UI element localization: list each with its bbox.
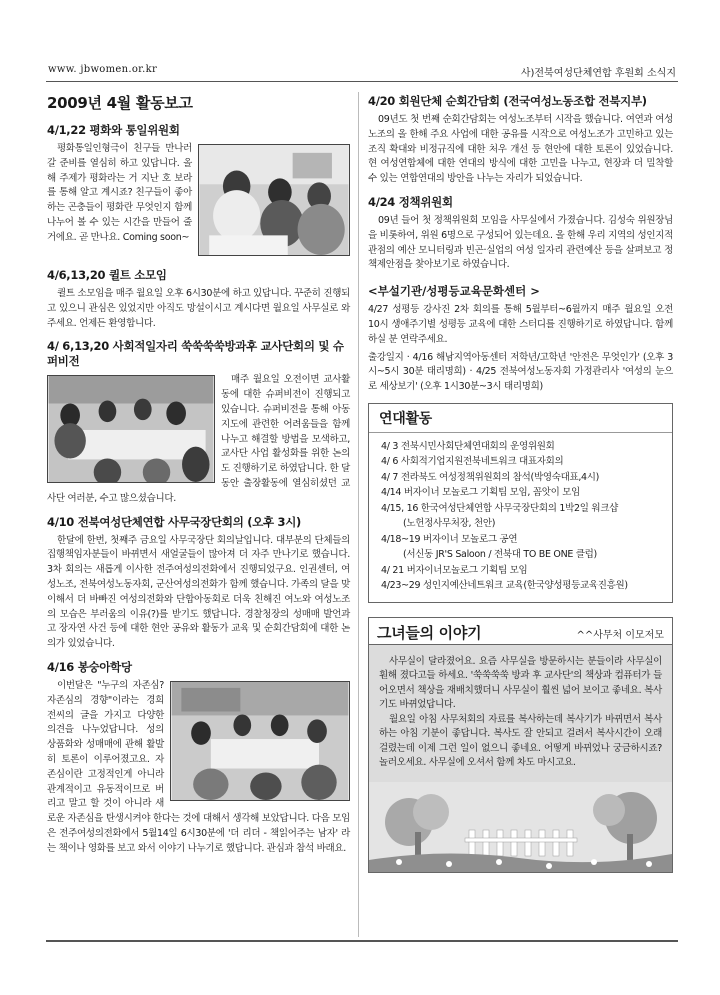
peace-body: 평화통일인형극이 친구들 만나러 갈 준비를 열심히 하고 있답니다. 올해 주제가 평화라는 거 지난 호 보라를 통해 알고 계시죠? 친구들이 좋아하는 곤충들이 평화란 무엇인지 함께 나누어 볼 수 있는 시간을 만들어 줄 거에요. 곧 만나요. Coming soon~ — [47, 143, 192, 243]
solidarity-item: 4/15, 16 한국여성단체연합 사무국장단회의 1박2일 워크샵 — [381, 502, 618, 514]
solidarity-box — [368, 403, 673, 603]
solidarity-item-note: (노헌정사무처장, 천안) — [403, 518, 496, 530]
quilt-body: 퀼트 소모임을 매주 월요일 오후 6시30분에 하고 있답니다. 꾸준히 진행되고 있으니 관심은 있었지만 아직도 망설이시고 계시다면 월요일 사무실로 와주세요. 언제든 환영합니다. — [47, 288, 350, 329]
solidarity-item: 4/ 3 전북시민사회단체연대회의 운영위원회 — [381, 440, 555, 452]
solidarity-item-note: (서신동 JR'S Saloon / 전북대 TO BE ONE 클럽) — [403, 549, 597, 561]
visit-meeting-title: 4/20 회원단체 순회간담회 (전국여성노동조합 전북지부) — [368, 94, 647, 108]
solidarity-item: 4/23~29 성인지예산네트워크 교육(한국양성평등교육진흥원) — [381, 580, 628, 592]
column-divider — [358, 92, 359, 937]
solidarity-list — [369, 433, 672, 602]
lecture-log: 출강일지 · 4/16 해남지역아동센터 저학년/고학년 '안전은 무엇인가' (오후 3시~5시 30분 태리명희) · 4/25 전북여성노동자회 가정관리사 '여성의 눈으로 세상보기' (오후 1시30분~3시 태리명희) — [368, 351, 673, 393]
story-author: ^^사무처 이모저모 — [576, 629, 664, 641]
solidarity-item: 4/ 6 사회적기업지원전북네트워크 대표자회의 — [381, 456, 564, 468]
solidarity-item: 4/14 버자이너 모놀로그 기획팀 모임, 꼼앗이 모임 — [381, 487, 580, 499]
bongsung-title: 4/16 봉숭아학당 — [47, 659, 132, 674]
center-body: 4/27 성평등 강사진 2차 회의를 통해 5월부터~6월까지 매주 월요일 오전 10시 생애주기별 성평등 교육에 대한 스터디를 진행하기로 하였답니다. 함께 하실 분 연락주세요. — [368, 304, 673, 345]
solidarity-item: 4/ 7 전라북도 여성정책위원회의 참석(박영숙대표,4시) — [381, 471, 600, 483]
story-body-1: 사무실이 달라졌어요. 요즘 사무실을 방문하시는 분들이라 사무실이 훤해 졌다고들 하세요. '쑥쑥쑥쑥 방과 후 교사단'의 책상과 컴퓨터가 들어오면서 책상을 재배치했더니 사무실이 훨씬 넓어 보이고 좋네요. 복사기도 바뀌었답니다. — [379, 655, 662, 711]
meeting-photo-3 — [170, 681, 350, 801]
meeting-photo-2 — [47, 375, 215, 483]
page-header — [46, 60, 678, 82]
meeting-photo-1 — [198, 144, 350, 256]
policy-title: 4/24 정책위원회 — [368, 194, 453, 209]
solidarity-item: 4/18~19 버자이너 모놀로그 공연 — [381, 533, 518, 545]
header-org: 사)전북여성단체연합 후원회 소식지 — [520, 68, 676, 79]
supervision-body: 매주 월요일 오전이면 교사활동에 대한 슈퍼비전이 진행되고 있습니다. 슈퍼비전을 통해 아동지도에 관련한 어려움들을 함께 나누고 해결할 방법을 모색하고, 교사단 사업 활성화를 위한 논의도 진행하기로 하였답니다. 한 달 동안 출장활동에 열심히셨던 교사단 여러분, 수고 많으셨습니다. — [47, 374, 351, 504]
center-title: <부설기관/성평등교육문화센터 > — [368, 284, 540, 299]
quilt-title: 4/6,13,20 퀼트 소모임 — [47, 268, 167, 282]
footer-rule — [46, 940, 678, 942]
story-box — [368, 645, 673, 873]
visit-meeting-body: 09년도 첫 번째 순회간담회는 여성노조부터 시작을 했습니다. 여연과 여성노조의 올 한해 주요 사업에 대한 공유를 시작으로 여성노조가 고민하고 있는 조직 확대와 비정규직에 대한 처우 개선 등 현안에 대한 토론이 있었습니다. 현 여성연합체에 대한 연대의 방식에 대한 고민을 나누고, 현장과 더 밀착할 수 있는 연합연대의 방안을 나누는 자리가 되었습니다. — [368, 114, 673, 185]
story-title: 그녀들의 이야기 — [377, 623, 482, 642]
solidarity-item: 4/ 21 버자이너모놀로그 기획팀 모임 — [381, 564, 528, 576]
policy-body: 09년 들어 첫 정책위원회 모임을 사무실에서 가졌습니다. 김성숙 위원장님을 비롯하여, 위원 6명으로 구성되어 있는데요. 올 한해 우리 지역의 성인지적 관점의 예산 모니터링과 빈곤·실업의 여성 일자리 관련예산 등을 살펴보고 정책제안점을 찾아보기로 하였습니다. — [368, 214, 673, 271]
left-column — [47, 92, 350, 857]
solidarity-title: 연대활동 — [369, 404, 672, 433]
story-body-2: 월요일 아침 사무처회의 자료를 복사하는데 복사기가 바뀌면서 복사하는 아침 기분이 좋답니다. 복사도 잘 안되고 걸려서 복사시간이 오래 걸렸는데 이제 그런 일이 없으니 좋네요. 어떻게 바뀌었나 궁금하시죠? 놀러오세요. 사무실에 오셔서 함께 차도 마시고요. — [379, 713, 662, 769]
right-column — [368, 92, 673, 873]
supervision-title: 4/ 6,13,20 사회적일자리 쑥쑥쑥쑥방과후 교사단회의 및 슈퍼비전 — [47, 339, 344, 369]
garden-illustration — [369, 782, 672, 872]
report-title: 2009년 4월 활동보고 — [47, 94, 193, 112]
bongsung-body: 이번달은 "누구의 자존심? 자존심의 경향"이라는 경희 전씨의 글을 가지고 다양한 의견을 나누었답니다. 성의 상품화와 성매매에 관해 활발히 토론이 이루어졌고요. 자존심이란 고정적인게 아니라 관계적이고 유동적이므로 버리고 말고 할 것이 아니라 새로운 자존심을 탄생시켜야 한다는 것에 대해서 생각해 보았답니다. 다음 모임은 전주여성의전화에서 5월14일 6시30분에 '더 리더 - 책읽어주는 남자' 라는 책이나 영화를 보고 와서 이야기 나누기로 했답니다. 관심과 참석 바래요. — [47, 679, 350, 854]
header-url: www. jbwomen.or.kr — [48, 64, 158, 75]
story-header — [368, 617, 673, 645]
peace-title: 4/1,22 평화와 통일위원회 — [47, 123, 180, 137]
rep-meeting-body: 한달에 한번, 첫째주 금요일 사무국장단 회의날입니다. 대부분의 단체들의 집행책임자분들이 바뀌면서 새얼굴들이 많아져 더 자주 만나기로 했습니다. 3차 회의는 새롭게 이사한 전주여성의전화에서 진행되었구요. 인권센터, 여성노조, 전북여성노동자회, 군산여성의전화가 함께 했습니다. 가족의 달을 맞이해서 더 바빠진 여성의전화와 단합아동회로 더욱 친해진 여노와 여성노조의 모습은 부러움의 이유(?)를 받기도 했답니다. 경찰청장의 성매매 발언과 고 장자연 사건 등에 대한 현안 공유와 활동가 교육 및 순회간담회에 대한 논의가 있었습니다. — [47, 534, 350, 650]
rep-meeting-title: 4/10 전북여성단체연합 사무국장단회의 (오후 3시) — [47, 514, 301, 529]
